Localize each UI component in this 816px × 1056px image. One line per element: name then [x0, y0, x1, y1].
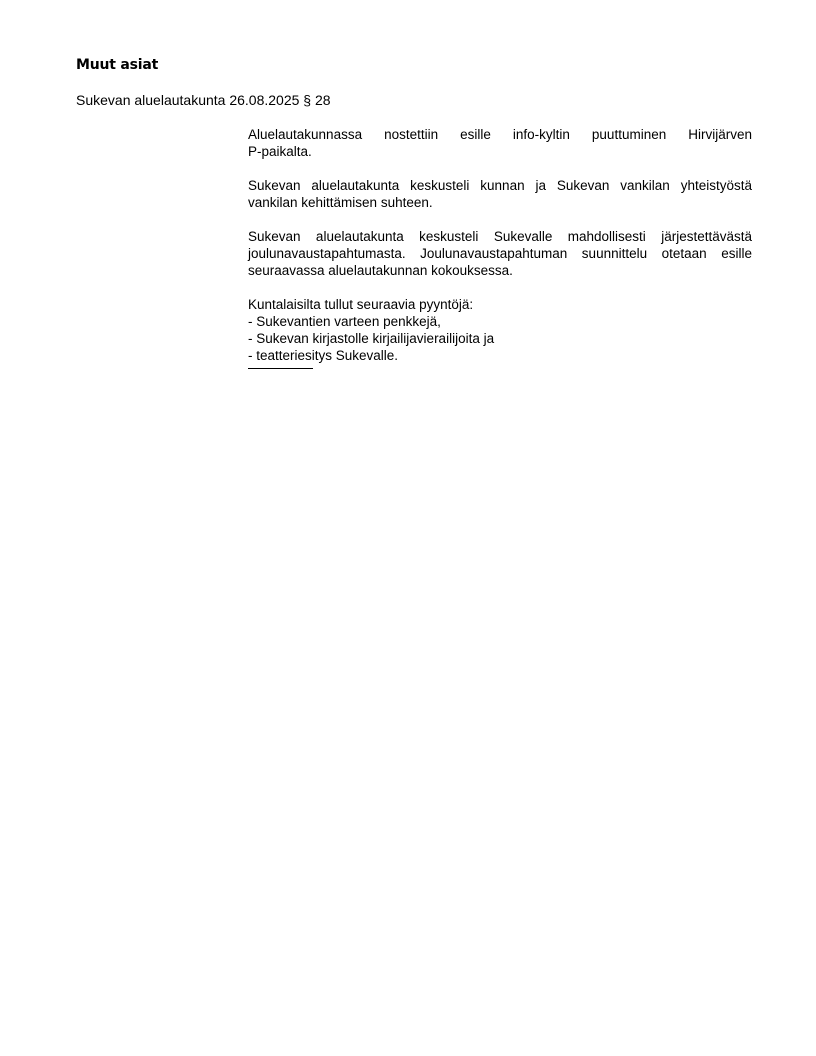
resident-requests: [248, 296, 752, 364]
paragraph-line: Sukevan aluelautakunta keskusteli Sukevalle mahdollisesti järjestettävästä: [248, 229, 752, 244]
list-item: - teatteriesitys Sukevalle.: [248, 348, 399, 363]
paragraph-line: P-paikalta.: [248, 144, 312, 159]
list-item: - Sukevan kirjastolle kirjailijavierailijoita ja: [248, 331, 495, 346]
meeting-reference: Sukevan aluelautakunta 26.08.2025 § 28: [76, 92, 331, 108]
paragraph-line: seuraavassa aluelautakunnan kokouksessa.: [248, 263, 513, 278]
paragraph-line: joulunavaustapahtumasta. Joulunavaustapahtuman suunnittelu otetaan esille: [248, 246, 752, 261]
paragraph-christmas-event: [248, 228, 752, 279]
list-item: - Sukevantien varteen penkkejä,: [248, 314, 441, 329]
paragraph-prison-cooperation: [248, 177, 752, 211]
paragraph-info-sign: [248, 126, 752, 160]
section-heading: Muut asiat: [76, 57, 159, 73]
paragraph-line: Sukevan aluelautakunta keskusteli kunnan ja Sukevan vankilan yhteistyöstä: [248, 178, 752, 193]
signature-rule: [248, 368, 313, 369]
paragraph-line: Aluelautakunnassa nostettiin esille info-kyltin puuttuminen Hirvijärven: [248, 127, 752, 142]
body-text-block: [248, 126, 752, 369]
requests-intro: Kuntalaisilta tullut seuraavia pyyntöjä:: [248, 297, 474, 312]
paragraph-line: vankilan kehittämisen suhteen.: [248, 195, 433, 210]
